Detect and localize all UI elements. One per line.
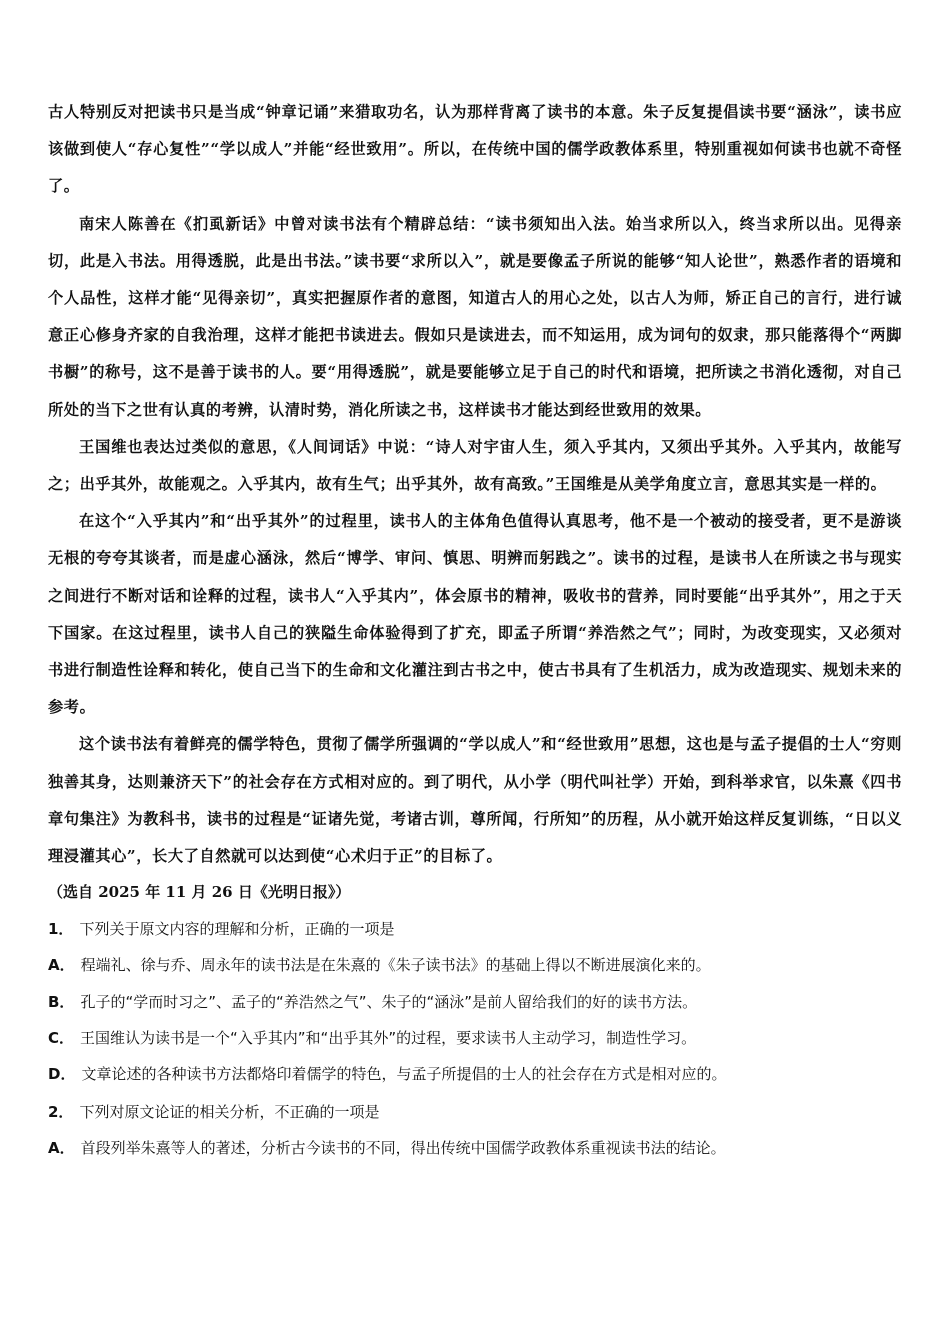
option-a[interactable] <box>48 947 902 983</box>
question-text: 下列对原文论证的相关分析，不正确的一项是 <box>79 1103 380 1122</box>
option-text: 首段列举朱熹等人的著述，分析古今读书的不同，得出传统中国儒学政教体系重视读书法的结论。 <box>80 1139 726 1158</box>
option-letter: B． <box>48 992 75 1011</box>
article-source: （选自 2025 年 11 月 26 日《光明日报》） <box>48 883 351 902</box>
option-a[interactable] <box>48 1130 902 1166</box>
question-stem <box>48 1094 902 1130</box>
question-1 <box>48 911 902 1092</box>
option-letter: A． <box>48 956 75 975</box>
article-paragraph-4: 在这个“入乎其内”和“出乎其外”的过程里，读书人的主体角色值得认真思考，他不是一个被动的接受者，更不是游谈无根的夸夸其谈者，而是虚心涵泳，然后“博学、审问、慎思、明辨而躬践之”。读书的过程，是读书人在所读之书与现实之间进行不断对话和诠释的过程，读书人“入乎其内”，体会原书的精神，吸收书的营养，同时要能“出乎其外”，用之于天下国家。在这过程里，读书人自己的狭隘生命体验得到了扩充，即孟子所谓“养浩然之气”；同时，为改变现实，又必须对书进行制造性诠释和转化，使自己当下的生命和文化灌注到古书之中，使古书具有了生机活力，成为改造现实、规划未来的参考。 <box>48 512 902 717</box>
question-number: 1． <box>48 920 74 939</box>
option-b[interactable] <box>48 984 902 1020</box>
article-paragraph-5: 这个读书法有着鲜亮的儒学特色，贯彻了儒学所强调的“学以成人”和“经世致用”思想，这也是与孟子提倡的士人“穷则独善其身，达则兼济天下”的社会存在方式相对应的。到了明代，从小学（明代叫社学）开始，到科举求官，以朱熹《四书章句集注》为教科书，读书的过程是“证诸先觉，考诸古训，尊所闻，行所知”的历程，从小就开始这样反复训练，“日以义理浸灌其心”，长大了自然就可以达到使“心术归于正”的目标了。 <box>48 735 902 866</box>
option-text: 文章论述的各种读书方法都烙印着儒学的特色，与孟子所提倡的士人的社会存在方式是相对应的。 <box>81 1065 727 1084</box>
option-d[interactable] <box>48 1056 902 1092</box>
article-paragraph-1: 古人特别反对把读书只是当成“钟章记诵”来猎取功名，认为那样背离了读书的本意。朱子反复提倡读书要“涵泳”，读书应该做到使人“存心复性”“学以成人”并能“经世致用”。所以，在传统中国的儒学政教体系里，特别重视如何读书也就不奇怪了。 <box>48 103 902 196</box>
question-number: 2． <box>48 1103 74 1122</box>
option-letter: C． <box>48 1028 75 1047</box>
question-2 <box>48 1094 902 1166</box>
question-stem <box>48 911 902 947</box>
option-c[interactable] <box>48 1020 902 1056</box>
option-text: 王国维认为读书是一个“入乎其内”和“出乎其外”的过程，要求读书人主动学习，制造性学习。 <box>80 1028 697 1047</box>
question-text: 下列关于原文内容的理解和分析，正确的一项是 <box>79 920 395 939</box>
article-paragraph-3: 王国维也表达过类似的意思，《人间词话》中说：“诗人对宇宙人生，须入乎其内，又须出乎其外。入乎其内，故能写之；出乎其外，故能观之。入乎其内，故有生气；出乎其外，故有高致。”王国维是从美学角度立言，意思其实是一样的。 <box>48 437 902 494</box>
option-text: 程端礼、徐与乔、周永年的读书法是在朱熹的《朱子读书法》的基础上得以不断进展演化来的。 <box>80 956 711 975</box>
article-body <box>48 94 902 909</box>
article-paragraph-2: 南宋人陈善在《扪虱新话》中曾对读书法有个精辟总结：“读书须知出入法。始当求所以入，终当求所以出。见得亲切，此是入书法。用得透脱，此是出书法。”读书要“求所以入”，就是要像孟子所说的能够“知人论世”，熟悉作者的语境和个人品性，这样才能“见得亲切”，真实把握原作者的意图，知道古人的用心之处，以古人为师，矫正自己的言行，进行诚意正心修身齐家的自我治理，这样才能把书读进去。假如只是读进去，而不知运用，成为词句的奴隶，那只能落得个“两脚书橱”的称号，这不是善于读书的人。要“用得透脱”，就是要能够立足于自己的时代和语境，把所读之书消化透彻，对自己所处的当下之世有认真的考辨，认清时势，消化所读之书，这样读书才能达到经世致用的效果。 <box>48 214 902 419</box>
option-letter: A． <box>48 1139 75 1158</box>
option-text: 孔子的“学而时习之”、孟子的“养浩然之气”、朱子的“涵泳”是前人留给我们的好的读书方法。 <box>80 992 698 1011</box>
option-letter: D． <box>48 1065 76 1084</box>
